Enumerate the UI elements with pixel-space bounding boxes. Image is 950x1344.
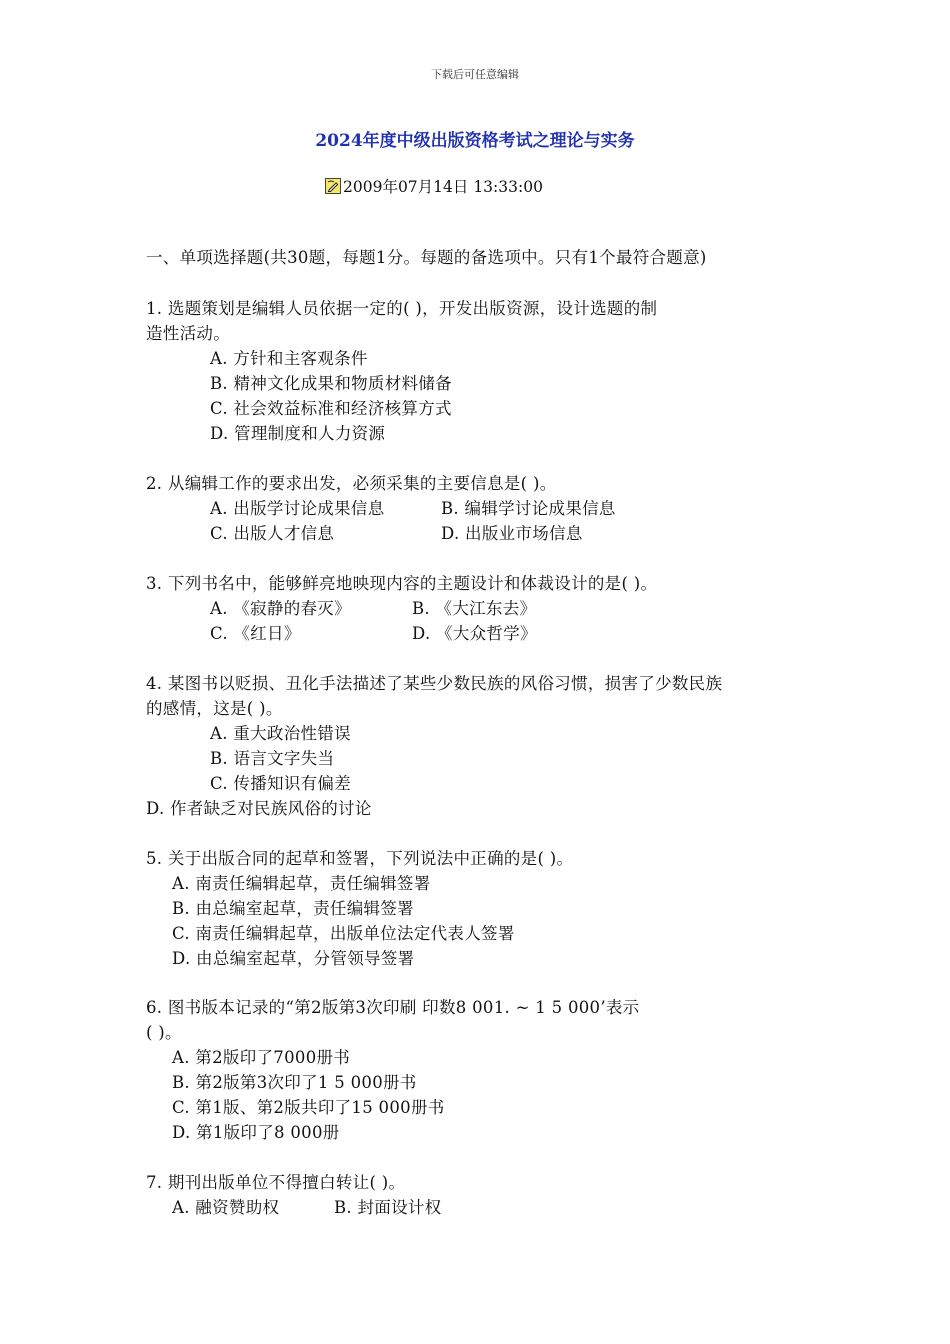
q5-option-b: B. 由总编室起草，责任编辑签署 <box>172 899 414 918</box>
document-title: 2024年度中级出版资格考试之理论与实务 <box>315 131 635 151</box>
q3-option-c: C. 《红日》 <box>210 624 301 643</box>
q6-option-d: D. 第1版印了8 000册 <box>172 1123 340 1142</box>
q4-stem-line1: 4. 某图书以贬损、丑化手法描述了某些少数民族的风俗习惯，损害了少数民族 <box>146 674 723 693</box>
q2-option-c: C. 出版人才信息 <box>210 524 335 543</box>
q1-option-d: D. 管理制度和人力资源 <box>210 424 386 443</box>
q1-stem-line1: 1. 选题策划是编辑人员依据一定的( )，开发出版资源，设计选题的制 <box>146 299 658 318</box>
q5-option-d: D. 由总编室起草，分管领导签署 <box>172 949 415 968</box>
q6-option-c: C. 第1版、第2版共印了15 000册书 <box>172 1098 445 1117</box>
q5-option-c: C. 南责任编辑起草，出版单位法定代表人签署 <box>172 924 515 943</box>
q1-option-a: A. 方针和主客观条件 <box>210 349 368 368</box>
q6-option-a: A. 第2版印了7000册书 <box>172 1048 351 1067</box>
q4-option-b: B. 语言文字失当 <box>210 749 335 768</box>
q4-option-c: C. 传播知识有偏差 <box>210 774 352 793</box>
edit-icon <box>325 178 341 194</box>
q3-option-a: A. 《寂静的春灭》 <box>210 599 351 618</box>
q1-option-c: C. 社会效益标准和经济核算方式 <box>210 399 452 418</box>
section-heading: 一、单项选择题(共30题，每题1分。每题的备选项中。只有1个最符合题意) <box>146 248 707 267</box>
publish-date <box>325 175 543 197</box>
q6-stem-line2: ( )。 <box>146 1023 182 1042</box>
q7-stem: 7. 期刊出版单位不得擅白转让( )。 <box>146 1173 406 1192</box>
q4-option-d: D. 作者缺乏对民族风俗的讨论 <box>146 799 372 818</box>
q4-option-a: A. 重大政治性错误 <box>210 724 351 743</box>
q7-option-b: B. 封面设计权 <box>334 1198 442 1217</box>
q1-option-b: B. 精神文化成果和物质材料储备 <box>210 374 452 393</box>
q2-option-b: B. 编辑学讨论成果信息 <box>441 499 616 518</box>
q6-option-b: B. 第2版第3次印了1 5 000册书 <box>172 1073 417 1092</box>
q3-stem: 3. 下列书名中，能够鲜亮地映现内容的主题设计和体裁设计的是( )。 <box>146 574 658 593</box>
q7-option-a: A. 融资赞助权 <box>172 1198 280 1217</box>
q1-stem-line2: 造性活动。 <box>146 324 230 343</box>
q2-stem: 2. 从编辑工作的要求出发，必须采集的主要信息是( )。 <box>146 474 557 493</box>
page-header-note: 下载后可任意编辑 <box>431 68 519 81</box>
q2-option-a: A. 出版学讨论成果信息 <box>210 499 385 518</box>
q5-option-a: A. 南责任编辑起草，责任编辑签署 <box>172 874 431 893</box>
q4-stem-line2: 的感情，这是( )。 <box>146 699 283 718</box>
q3-option-b: B. 《大江东去》 <box>412 599 537 618</box>
q2-option-d: D. 出版业市场信息 <box>441 524 583 543</box>
q6-stem-line1: 6. 图书版本记录的“第2版第3次印刷 印数8 001. ~ 1 5 000’表示 <box>146 998 640 1017</box>
publish-date-text: 2009年07月14日 13:33:00 <box>343 178 543 196</box>
q5-stem: 5. 关于出版合同的起草和签署，下列说法中正确的是( )。 <box>146 849 574 868</box>
q3-option-d: D. 《大众哲学》 <box>412 624 537 643</box>
